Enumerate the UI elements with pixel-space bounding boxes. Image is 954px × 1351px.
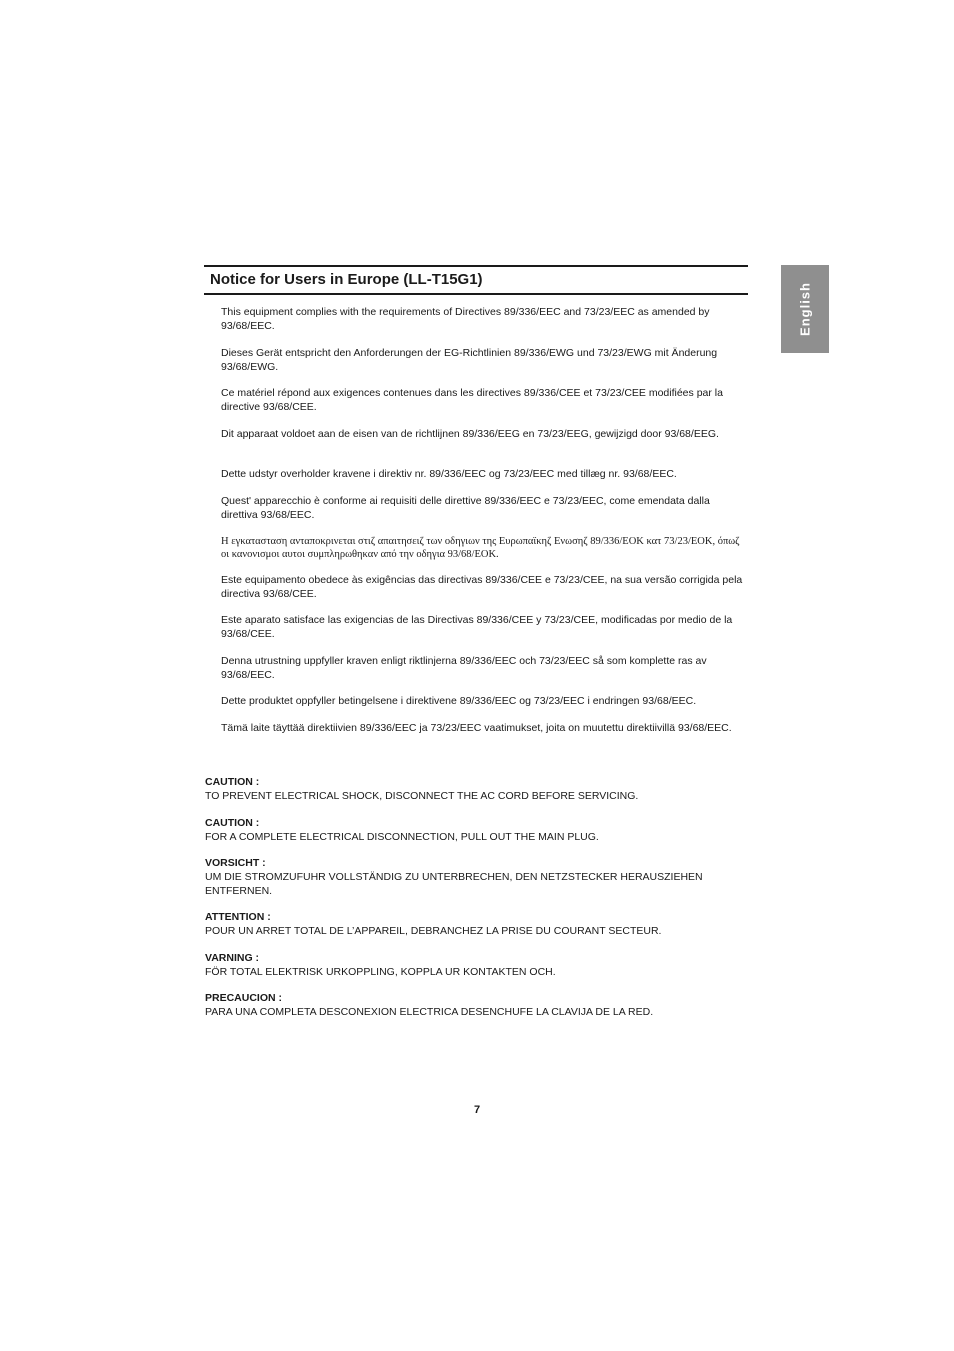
- varning-block: [205, 951, 750, 979]
- notice-swedish: Denna utrustning uppfyller kraven enligt riktlinjerna 89/336/EEC och 73/23/EEC så som komplette ras av 93/68/EEC.: [221, 655, 707, 681]
- varning-label: VARNING :: [205, 952, 260, 964]
- page-number: 7: [473, 1104, 481, 1116]
- vorsicht-block: [205, 856, 750, 898]
- page-title: Notice for Users in Europe (LL-T15G1): [210, 271, 483, 288]
- notice-english: This equipment complies with the requirements of Directives 89/336/EEC and 73/23/EEC as amended by 93/68/EEC.: [221, 306, 710, 332]
- notice-norwegian: Dette produktet oppfyller betingelsene i direktivene 89/336/EEC og 73/23/EEC i endringen 93/68/EEC.: [221, 695, 697, 707]
- notice-dutch: Dit apparaat voldoet aan de eisen van de richtlijnen 89/336/EEG en 73/23/EEG, gewijzigd door 93/68/EEG.: [221, 428, 719, 440]
- attention-text: POUR UN ARRET TOTAL DE L’APPAREIL, DEBRANCHEZ LA PRISE DU COURANT SECTEUR.: [205, 925, 662, 937]
- notice-spanish: Este aparato satisface las exigencias de las Directivas 89/336/CEE y 73/23/CEE, modificadas por medio de la 93/68/CEE.: [221, 614, 733, 640]
- precaucion-block: [205, 991, 750, 1019]
- notice-portuguese: Este equipamento obedece às exigências das directivas 89/336/CEE e 73/23/CEE, na sua versão corrigida pela directiva 93/68/CEE.: [221, 574, 743, 600]
- caution-block: [205, 775, 750, 803]
- language-tab: [781, 265, 829, 353]
- notice-greek: Η εγκατασταση ανταποκρινεται στιζ απαιτησειζ των οδηγιων της Ευρωπαϊκηζ Ενωσηζ 89/336/ΕΟΚ κατ 73/23/ΕΟΚ, όπωζ οι κανονισμοι αυτοι συμπληρωθηκαν από την οδηγια 93/68/ΕΟΚ.: [221, 536, 740, 560]
- vorsicht-text: UM DIE STROMZUFUHR VOLLSTÄNDIG ZU UNTERBRECHEN, DEN NETZSTECKER HERAUSZIEHEN ENTFERNEN.: [205, 871, 703, 897]
- caution-text: FOR A COMPLETE ELECTRICAL DISCONNECTION, PULL OUT THE MAIN PLUG.: [205, 831, 599, 843]
- notice-german: Dieses Gerät entspricht den Anforderungen der EG-Richtlinien 89/336/EWG und 73/23/EWG mit Änderung 93/68/EWG.: [221, 347, 718, 373]
- caution-block: [205, 816, 750, 844]
- attention-label: ATTENTION :: [205, 911, 271, 923]
- attention-block: [205, 910, 750, 938]
- precaucion-text: PARA UNA COMPLETA DESCONEXION ELECTRICA DESENCHUFE LA CLAVIJA DE LA RED.: [205, 1006, 654, 1018]
- caution-text: TO PREVENT ELECTRICAL SHOCK, DISCONNECT THE AC CORD BEFORE SERVICING.: [205, 790, 639, 802]
- notice-danish: Dette udstyr overholder kravene i direktiv nr. 89/336/EEC og 73/23/EEC med tillæg nr. 93/68/EEC.: [221, 468, 677, 480]
- caution-label: CAUTION :: [205, 817, 260, 829]
- section-heading: [204, 265, 748, 295]
- vorsicht-label: VORSICHT :: [205, 857, 266, 869]
- varning-text: FÖR TOTAL ELEKTRISK URKOPPLING, KOPPLA UR KONTAKTEN OCH.: [205, 966, 556, 978]
- notice-french: Ce matériel répond aux exigences contenues dans les directives 89/336/CEE et 73/23/CEE modifiées par la directive 93/68/CEE.: [221, 387, 723, 413]
- caution-label: CAUTION :: [205, 776, 260, 788]
- language-tab-label: English: [797, 282, 813, 336]
- precaucion-label: PRECAUCION :: [205, 992, 283, 1004]
- notice-italian: Quest' apparecchio è conforme ai requisiti delle direttive 89/336/EEC e 73/23/EEC, come emendata dalla direttiva 93/68/EEC.: [221, 495, 710, 521]
- notice-finnish: Tämä laite täyttää direktiivien 89/336/EEC ja 73/23/EEC vaatimukset, joita on muutettu direktiivillä 93/68/EEC.: [221, 722, 732, 734]
